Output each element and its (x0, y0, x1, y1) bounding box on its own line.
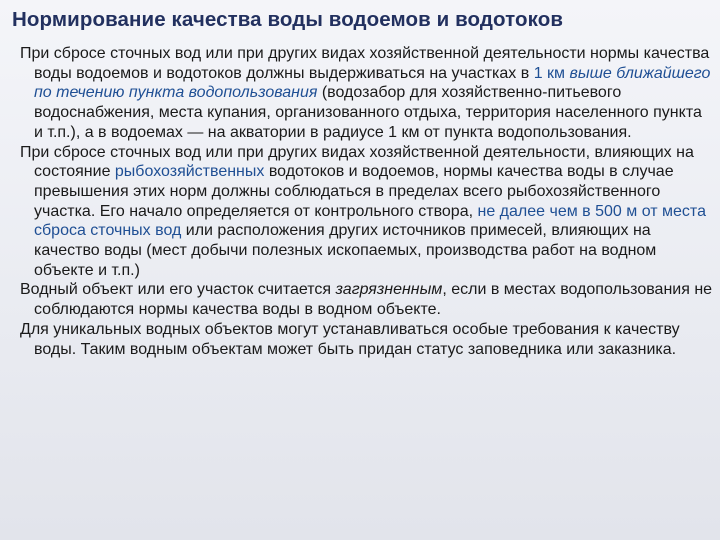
paragraph-fishery-norms (20, 143, 715, 281)
paragraph-unique-objects (20, 320, 715, 359)
highlight-fishery: рыбохозяйственных (114, 163, 265, 181)
term-polluted: загрязненным (335, 281, 443, 299)
slide-body (20, 44, 715, 359)
text-segment: , если в местах водопользования не соблюдаются нормы качества воды в водном объекте. (34, 281, 713, 319)
text-segment: При сбросе сточных вод или при других видах хозяйственной деятельности, влияющих на состояние (20, 143, 694, 181)
text-segment: Для уникальных водных объектов могут устанавливаться особые требования к качеству воды. Таким водным объектам может быть придан статус заповедника или заказника. (20, 320, 680, 358)
text-segment: (водозабор для хозяйственно-питьевого водоснабжения, места купания, организованного отдыха, территория населенного пункта и т.п.), а в водоемах — на акватории в радиусе 1 км от пункта водопользования. (34, 84, 702, 141)
highlight-upstream-point: выше ближайшего по течению пункта водопользования (34, 64, 711, 102)
text-segment: При сбросе сточных вод или при других видах хозяйственной деятельности нормы качества воды водоемов и водотоков должны выдерживаться на участках в (20, 45, 710, 82)
paragraph-norms-watercourses (20, 44, 715, 143)
slide-title: Нормирование качества воды водоемов и водотоков (12, 8, 564, 31)
text-segment: или расположения других источников примесей, влияющих на качество воды (мест добычи полезных ископаемых, производства работ на водном объекте и т.п.) (34, 222, 657, 279)
text-segment: Водный объект или его участок считается (20, 281, 336, 299)
highlight-distance-500m: не далее чем в 500 м от места сброса сточных вод (34, 202, 706, 240)
text-segment: водотоков и водоемов, нормы качества воды в случае превышения этих норм должны соблюдаться в пределах всего рыбохозяйственного участка. Его начало определяется от контрольного створа, (34, 163, 674, 220)
paragraph-polluted-definition (20, 280, 715, 319)
highlight-distance-1km: 1 км (533, 64, 570, 82)
